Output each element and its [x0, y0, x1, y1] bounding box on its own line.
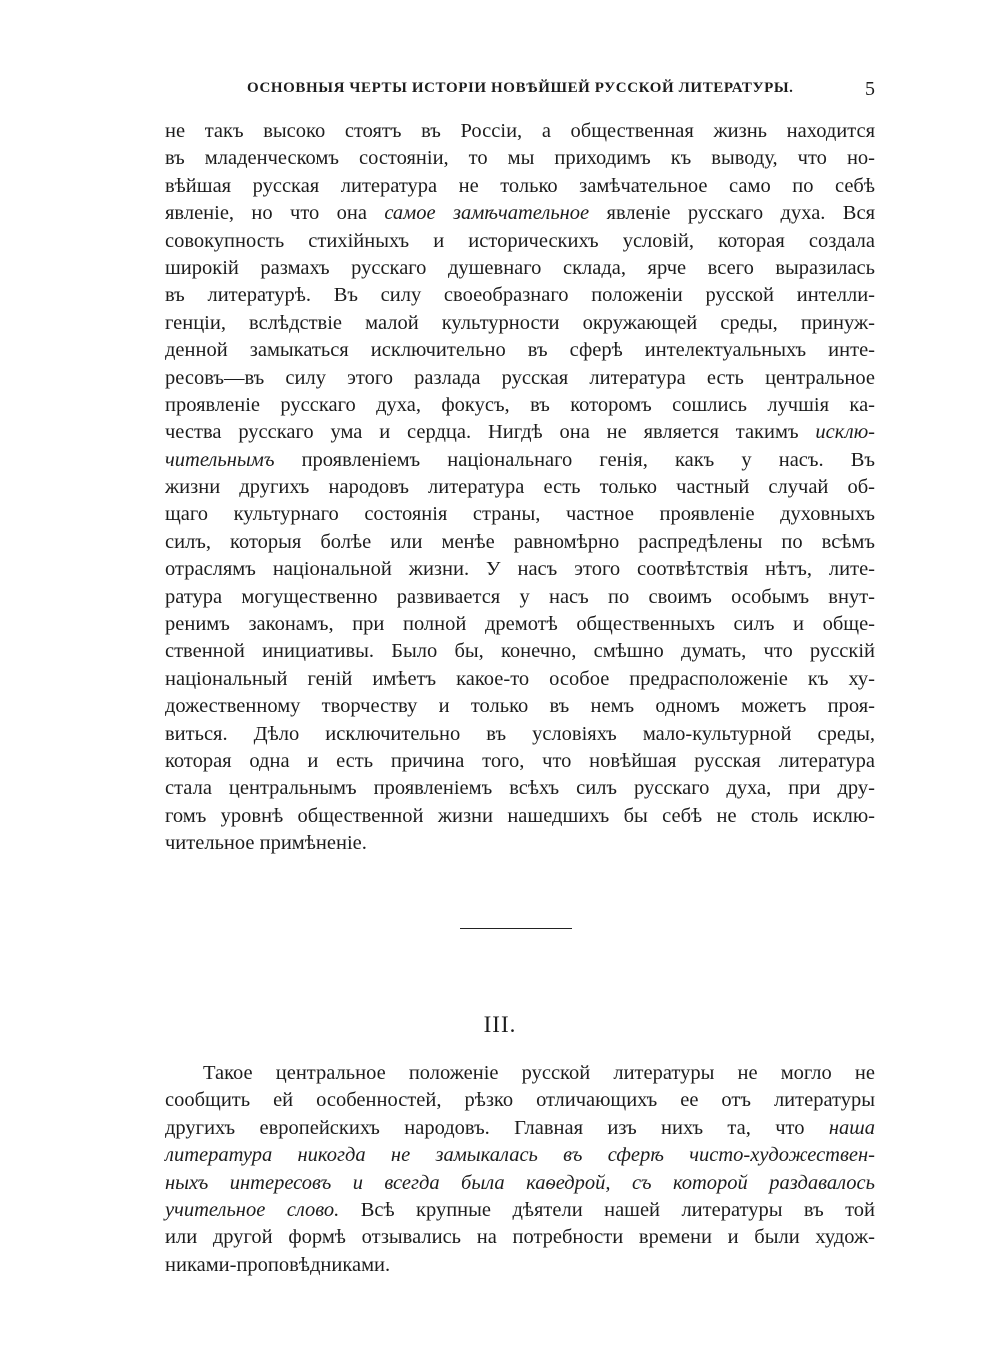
text-run: въ младенческомъ состояніи, то мы приходимъ къ выводу, что но- [165, 147, 875, 170]
text-run: никами-проповѣдниками. [165, 1253, 391, 1276]
text-line [165, 721, 875, 748]
text-run: ственной инициативы. Было бы, конечно, смѣшно думать, что русскій [165, 640, 875, 663]
running-head [165, 80, 875, 104]
text-line [165, 392, 875, 419]
text-run: національный геній имѣетъ какое-то особое предрасположеніе къ ху- [165, 667, 875, 690]
text-line [165, 1087, 875, 1114]
paragraph-2 [165, 1060, 875, 1279]
page-number: 5 [865, 78, 875, 100]
text-run: другихъ европейскихъ народовъ. Главная изъ нихъ та, что [165, 1116, 829, 1139]
text-line [165, 310, 875, 337]
text-line [165, 145, 875, 172]
text-line [165, 803, 875, 830]
text-line [165, 666, 875, 693]
text-line [165, 337, 875, 364]
text-line [165, 447, 875, 474]
emphasis-run: наша [828, 1116, 875, 1139]
text-line [165, 474, 875, 501]
text-line [165, 638, 875, 665]
text-line [165, 1142, 875, 1169]
emphasis-run: учительное слово. [165, 1198, 340, 1221]
text-line [165, 365, 875, 392]
text-run: широкій размахъ русскаго душевнаго склада, ярче всего выразилась [165, 256, 875, 279]
text-line [165, 748, 875, 775]
text-line [165, 200, 875, 227]
text-run: Всѣ крупные дѣятели нашей литературы въ той [339, 1198, 876, 1221]
text-line [165, 556, 875, 583]
text-line [165, 693, 875, 720]
text-line [165, 1197, 875, 1224]
text-line [165, 529, 875, 556]
text-line [165, 1252, 875, 1279]
running-title: ОСНОВНЫЯ ЧЕРТЫ ИСТОРІИ НОВѢЙШЕЙ РУССКОЙ ЛИТЕРАТУРЫ. [247, 80, 794, 96]
text-run: гомъ уровнѣ общественной жизни нашедшихъ бы себѣ не столь исклю- [165, 804, 875, 827]
text-run: дожественному творчеству и только въ немъ одномъ можетъ проя- [165, 695, 875, 718]
text-run: сообщить ей особенностей, рѣзко отличающихъ ее отъ литературы [165, 1089, 875, 1112]
text-run: щаго культурнаго состоянія страны, частное проявленіе духовныхъ [165, 503, 875, 526]
text-line [165, 1060, 875, 1087]
text-run: явленіе русскаго духа. Вся [589, 202, 875, 225]
section-heading: III. [483, 1012, 517, 1037]
emphasis-run: литература никогда не замыкалась въ сферѣ чисто-художествен- [165, 1144, 875, 1167]
text-run: отраслямъ національной жизни. У насъ этого соотвѣтствія нѣтъ, лите- [165, 558, 875, 581]
text-line [165, 282, 875, 309]
text-line [165, 830, 875, 857]
text-run: или другой формѣ отзывались на потребности времени и были худож- [165, 1226, 875, 1249]
text-run: генціи, вслѣдствіе малой культурности окружающей среды, принуж- [165, 311, 875, 334]
text-line [165, 1224, 875, 1251]
text-run: въ литературѣ. Въ силу своеобразнаго положеніи русской интелли- [165, 284, 875, 307]
text-line [165, 611, 875, 638]
text-line [165, 118, 875, 145]
text-line [165, 1115, 875, 1142]
text-run: проявленіе русскаго духа, фокусъ, въ которомъ сошлись лучшія ка- [165, 393, 875, 416]
text-run: ренимъ законамъ, при полной дремотѣ общественныхъ силъ и обще- [165, 613, 875, 636]
paragraph-1 [165, 118, 875, 858]
text-run: вѣйшая русская литература не только замѣчательное само по себѣ [165, 174, 875, 197]
text-run: стала центральнымъ проявленіемъ всѣхъ силъ русскаго духа, при дру- [165, 777, 875, 800]
section-divider [460, 928, 572, 929]
text-line [165, 228, 875, 255]
emphasis-run: самое замѣчательное [384, 202, 590, 225]
text-line [165, 501, 875, 528]
emphasis-run: исклю- [815, 421, 875, 444]
text-line [165, 584, 875, 611]
text-run: явленіе, но что она [165, 202, 385, 225]
text-run: ратура могущественно развивается у насъ по своимъ особымъ внут- [165, 585, 875, 608]
text-line [165, 255, 875, 282]
text-run: чества русскаго ума и сердца. Нигдѣ она не является такимъ [165, 421, 816, 444]
text-run: совокупность стихійныхъ и историческихъ условій, которая создала [165, 229, 875, 252]
text-run: денной замыкаться исключительно въ сферѣ интелектуальныхъ инте- [165, 339, 875, 362]
text-line [165, 419, 875, 446]
text-run: Такое центральное положеніе русской литературы не могло не [203, 1062, 875, 1084]
text-run: ресовъ—въ силу этого разлада русская литература есть центральное [165, 366, 875, 389]
text-run: которая одна и есть причина того, что новѣйшая русская литература [165, 749, 875, 772]
text-line [165, 775, 875, 802]
emphasis-run: ныхъ интересовъ и всегда была каѳедрой, съ которой раздавалось [165, 1171, 875, 1194]
text-run: силъ, которыя болѣе или менѣе равномѣрно распредѣлены по всѣмъ [165, 530, 875, 553]
text-run: жизни другихъ народовъ литература есть только частный случай об- [165, 476, 875, 499]
text-line [165, 173, 875, 200]
text-run: виться. Дѣло исключительно въ условіяхъ мало-культурной среды, [165, 722, 875, 745]
emphasis-run: чительнымъ [165, 448, 275, 471]
text-run: чительное примѣненіе. [165, 832, 367, 855]
text-run: проявленіемъ національнаго генія, какъ у насъ. Въ [274, 448, 875, 471]
text-run: не такъ высоко стоятъ въ Россіи, а общественная жизнь находится [165, 120, 875, 142]
text-line [165, 1170, 875, 1197]
